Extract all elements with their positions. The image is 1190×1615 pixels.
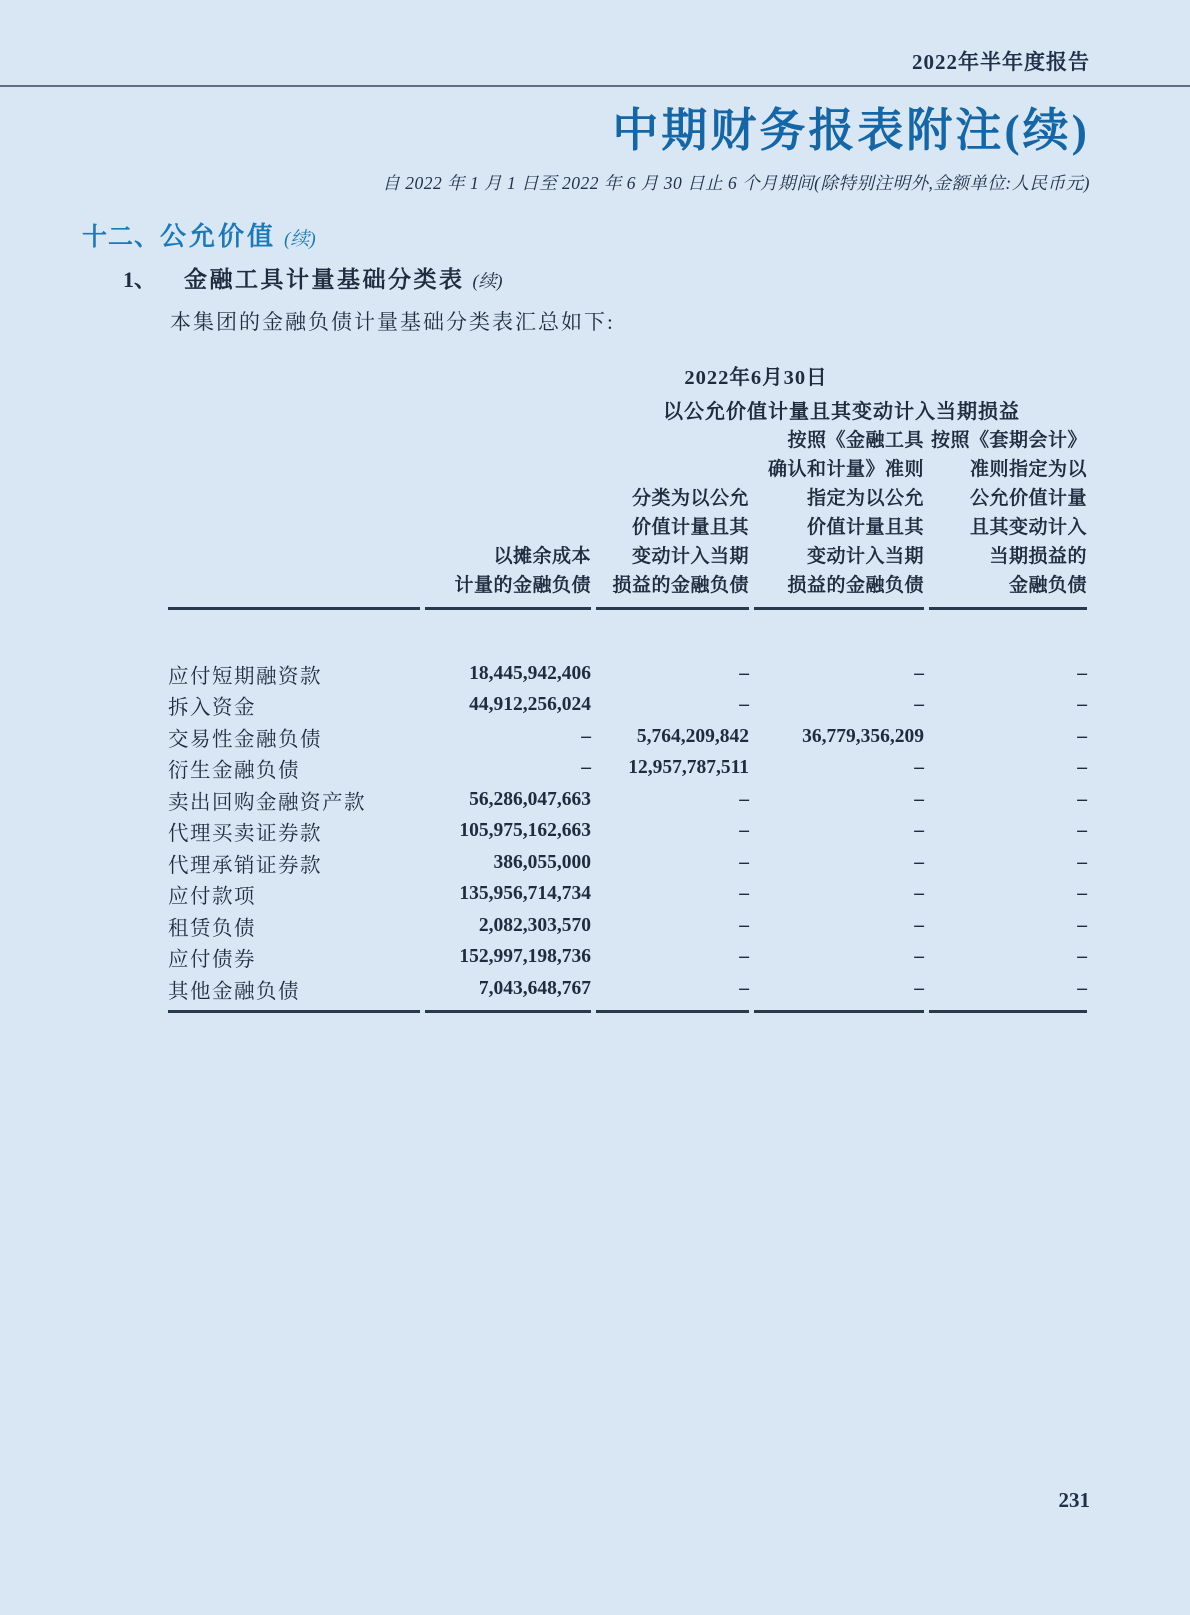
cell-value: – bbox=[914, 851, 924, 873]
table-row bbox=[168, 973, 1087, 1013]
table-date-header-row bbox=[168, 358, 1087, 392]
cell-value: – bbox=[914, 914, 924, 936]
cell-value: – bbox=[914, 820, 924, 842]
row-label: 代理承销证券款 bbox=[168, 854, 322, 877]
table-row bbox=[168, 847, 1087, 879]
header-divider bbox=[0, 85, 1190, 87]
cell-value: 5,764,209,842 bbox=[636, 725, 749, 747]
cell-value: 7,043,648,767 bbox=[425, 973, 591, 1013]
cell-value: – bbox=[739, 914, 749, 936]
cell-value: – bbox=[739, 851, 749, 873]
intro-paragraph: 本集团的金融负债计量基础分类表汇总如下: bbox=[170, 310, 615, 334]
cell-value: – bbox=[1077, 757, 1087, 779]
cell-value: – bbox=[1077, 662, 1087, 684]
table-row bbox=[168, 816, 1087, 848]
table-row bbox=[168, 879, 1087, 911]
cell-value: – bbox=[739, 662, 749, 684]
section-title: 公允价值 bbox=[160, 222, 277, 251]
table-spacer-row bbox=[168, 610, 1087, 658]
cell-value: – bbox=[1077, 946, 1087, 968]
section-continued-note: (续) bbox=[284, 229, 316, 250]
cell-value: – bbox=[914, 694, 924, 716]
cell-value: – bbox=[929, 973, 1087, 1013]
column-header-hedge-accounting: 按照《套期会计》 准则指定为以 公允价值计量 且其变动计入 当期损益的 金融负债 bbox=[929, 426, 1087, 610]
cell-value: 36,779,356,209 bbox=[802, 725, 924, 747]
row-label: 应付债券 bbox=[168, 949, 256, 972]
cell-value: 2,082,303,570 bbox=[478, 914, 591, 936]
column-header-classified-fvtpl: 分类为以公允 价值计量且其 变动计入当期 损益的金融负债 bbox=[596, 426, 749, 610]
cell-value: – bbox=[739, 788, 749, 810]
empty-cell bbox=[425, 392, 591, 426]
page-title: 中期财务报表附注(续) bbox=[612, 105, 1090, 156]
table-row bbox=[168, 721, 1087, 753]
row-label: 衍生金融负债 bbox=[168, 760, 300, 783]
row-label: 应付款项 bbox=[168, 886, 256, 909]
table-row bbox=[168, 910, 1087, 942]
cell-value: – bbox=[914, 757, 924, 779]
cell-value: 44,912,256,024 bbox=[469, 694, 591, 716]
cell-value: – bbox=[914, 662, 924, 684]
cell-value: – bbox=[1077, 914, 1087, 936]
row-label: 拆入资金 bbox=[168, 697, 256, 720]
empty-cell bbox=[168, 358, 420, 392]
cell-value: – bbox=[754, 973, 924, 1013]
row-label: 卖出回购金融资产款 bbox=[168, 791, 366, 814]
empty-cell bbox=[168, 392, 420, 426]
section-heading-fair-value bbox=[82, 216, 316, 253]
cell-value: 386,055,000 bbox=[493, 851, 591, 873]
table-row bbox=[168, 753, 1087, 785]
financial-liabilities-table bbox=[163, 358, 1092, 1013]
cell-value: – bbox=[581, 725, 591, 747]
cell-value: – bbox=[1077, 788, 1087, 810]
cell-value: – bbox=[914, 946, 924, 968]
cell-value: 105,975,162,663 bbox=[459, 820, 591, 842]
cell-value: – bbox=[739, 946, 749, 968]
cell-value: 135,956,714,734 bbox=[459, 883, 591, 905]
row-label: 代理买卖证券款 bbox=[168, 823, 322, 846]
row-label: 租赁负债 bbox=[168, 917, 256, 940]
table-group-header-row bbox=[168, 392, 1087, 426]
cell-value: – bbox=[1077, 820, 1087, 842]
cell-value: – bbox=[739, 883, 749, 905]
table-group-header: 以公允价值计量且其变动计入当期损益 bbox=[663, 400, 1020, 423]
table-date-header: 2022年6月30日 bbox=[684, 367, 828, 389]
subsection-title: 金融工具计量基础分类表 bbox=[184, 267, 465, 292]
page-subtitle: 自 2022 年 1 月 1 日至 2022 年 6 月 30 日止 6 个月期间(除特别注明外,金额单位:人民币元) bbox=[382, 173, 1090, 193]
row-label: 交易性金融负债 bbox=[168, 728, 322, 751]
cell-value: – bbox=[1077, 694, 1087, 716]
report-name-header: 2022年半年度报告 bbox=[912, 50, 1090, 74]
cell-value: 56,286,047,663 bbox=[469, 788, 591, 810]
cell-value: – bbox=[739, 820, 749, 842]
table-column-headers-row bbox=[168, 426, 1087, 610]
cell-value: 12,957,787,511 bbox=[628, 757, 749, 779]
cell-value: – bbox=[914, 883, 924, 905]
row-label: 应付短期融资款 bbox=[168, 665, 322, 688]
cell-value: – bbox=[1077, 725, 1087, 747]
cell-value: – bbox=[1077, 883, 1087, 905]
cell-value: – bbox=[581, 757, 591, 779]
page-number: 231 bbox=[1058, 1488, 1090, 1512]
column-header-designated-fvtpl: 按照《金融工具 确认和计量》准则 指定为以公允 价值计量且其 变动计入当期 损益的金融负债 bbox=[754, 426, 924, 610]
table-row bbox=[168, 690, 1087, 722]
cell-value: – bbox=[739, 694, 749, 716]
table-row bbox=[168, 658, 1087, 690]
table-row bbox=[168, 784, 1087, 816]
empty-header-cell bbox=[168, 426, 420, 610]
subsection-index: 1、 bbox=[123, 267, 157, 292]
subsection-heading-classification-table bbox=[123, 261, 503, 294]
section-index: 十二、 bbox=[82, 224, 161, 251]
cell-value: 152,997,198,736 bbox=[459, 946, 591, 968]
subsection-continued-note: (续) bbox=[472, 271, 503, 291]
cell-value: – bbox=[596, 973, 749, 1013]
column-header-amortized-cost: 以摊余成本 计量的金融负债 bbox=[425, 426, 591, 610]
cell-value: – bbox=[914, 788, 924, 810]
row-label: 其他金融负债 bbox=[168, 973, 420, 1013]
table-row bbox=[168, 942, 1087, 974]
cell-value: 18,445,942,406 bbox=[469, 662, 591, 684]
cell-value: – bbox=[1077, 851, 1087, 873]
